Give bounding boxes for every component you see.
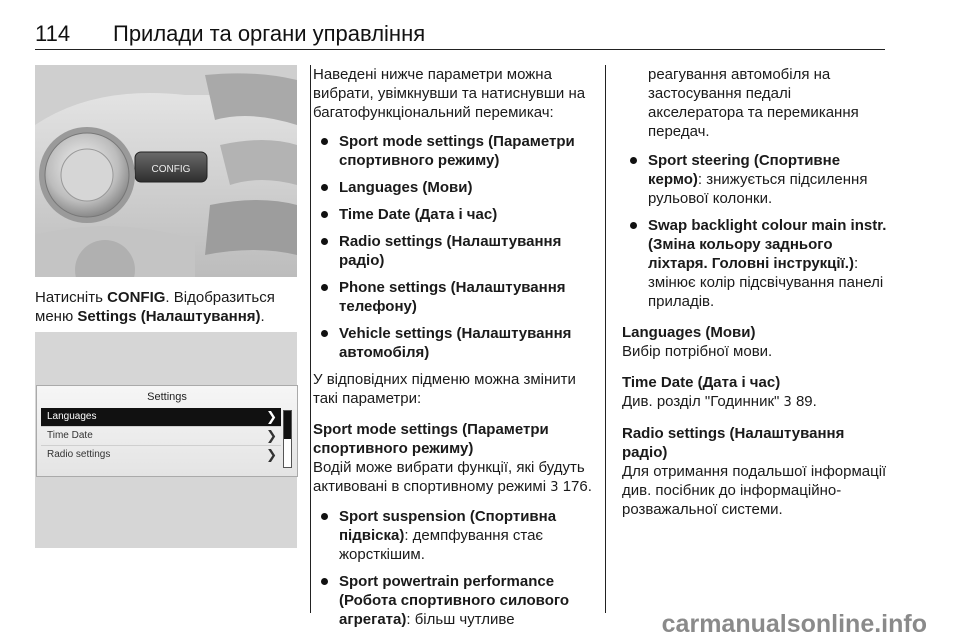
caption-text: . [260, 308, 265, 325]
bullet-icon [630, 222, 637, 229]
section-text: Вибір потрібної мови. [622, 343, 773, 360]
list-item-label: Sport mode settings (Параметри спортивного режиму) [339, 133, 575, 169]
list-item-label: Languages (Мови) [339, 179, 473, 196]
column-divider [310, 65, 311, 613]
list-item-desc: : змінює колір підсвічування панелі приладів. [648, 255, 884, 310]
bullet-icon [321, 238, 328, 245]
list-item [313, 178, 603, 197]
bullet-icon [321, 513, 328, 520]
steering-options-list [622, 151, 890, 311]
page-title: Прилади та органи управління [113, 21, 426, 46]
settings-list [313, 132, 603, 362]
cross-reference-icon: 3 [783, 395, 792, 410]
bullet-icon [321, 330, 328, 337]
list-item-title: Sport steering (Спортивне кермо) [648, 152, 841, 188]
list-item [313, 324, 603, 362]
section-heading: Sport mode settings (Параметри спортивного режиму) [313, 421, 549, 457]
list-item-title: Sport suspension (Спортивна підвіска) [339, 508, 557, 544]
settings-screen [36, 385, 298, 477]
column-2 [313, 65, 603, 637]
column-divider [605, 65, 606, 613]
list-item-desc: : більш чутливе [406, 611, 515, 628]
config-button-label: CONFIG [151, 164, 191, 175]
page-number: 114 [35, 21, 71, 46]
settings-row-time-date[interactable] [41, 427, 281, 446]
list-item [313, 278, 603, 316]
list-item-desc: : знижується підсилення рульової колонки. [648, 171, 868, 207]
sport-options-list [313, 507, 603, 629]
cross-reference-page: 176. [562, 478, 592, 495]
section-text: Для отримання подальшої інформації див. посібник до інформаційно-розважальної системи. [622, 463, 887, 518]
change-text: У відповідних підменю можна змінити такі параметри: [313, 371, 576, 407]
caption-text: . Відобразиться меню [35, 289, 275, 325]
list-item [622, 216, 890, 311]
section-text-body: Водій може вибрати функції, які будуть активовані в спортивному режимі [313, 459, 585, 495]
settings-row-radio-settings[interactable] [41, 446, 281, 464]
scrollbar-thumb[interactable] [284, 411, 291, 439]
list-item-title: Sport powertrain performance (Робота спортивного силового агрегата) [339, 573, 570, 628]
settings-screen-title: Settings [147, 391, 187, 403]
list-item-label: Vehicle settings (Налаштування автомобіля) [339, 325, 572, 361]
chevron-right-icon: ❯ [266, 409, 277, 424]
list-item [313, 205, 603, 224]
cross-reference-page: 89. [795, 393, 817, 410]
intro-text: Наведені нижче параметри можна вибрати, увімкнувши та натиснувши на багатофункціональний перемикач: [313, 66, 586, 121]
cross-reference-icon: 3 [550, 480, 559, 495]
header-divider [35, 49, 885, 50]
list-item [313, 507, 603, 564]
caption-config-label: CONFIG [107, 289, 166, 306]
section-text [313, 458, 603, 497]
section-text-body: Див. розділ "Годинник" [622, 393, 780, 410]
bullet-icon [321, 578, 328, 585]
settings-row-label: Radio settings [47, 449, 111, 460]
section-text [622, 392, 890, 412]
config-button-photo [35, 65, 297, 277]
bullet-icon [321, 284, 328, 291]
list-item-label: Time Date (Дата і час) [339, 206, 498, 223]
column-3 [622, 65, 890, 529]
list-item [313, 132, 603, 170]
settings-row-label: Languages [47, 411, 97, 422]
bullet-icon [321, 211, 328, 218]
watermark: carmanualsonline.info [661, 610, 927, 638]
caption-text: Натисніть [35, 289, 108, 306]
caption [35, 288, 300, 326]
section-heading: Radio settings (Налаштування радіо) [622, 425, 845, 461]
chevron-right-icon: ❯ [266, 428, 277, 443]
caption-menu-label: Settings (Налаштування) [77, 308, 261, 325]
bullet-icon [321, 184, 328, 191]
section-heading: Time Date (Дата і час) [622, 374, 781, 391]
dashboard-illustration [35, 65, 297, 277]
list-item-label: Phone settings (Налаштування телефону) [339, 279, 566, 315]
continued-text: реагування автомобіля на застосування педалі акселератора та перемикання передач. [648, 66, 859, 140]
page-header [35, 18, 885, 50]
list-item [313, 572, 603, 629]
list-item-title: Swap backlight colour main instr. (Зміна кольору заднього ліхтаря. Головні інструкції.) [648, 217, 887, 272]
list-item [313, 232, 603, 270]
settings-scrollbar[interactable] [283, 410, 292, 468]
list-item-desc: : демпфування стає жорсткішим. [339, 527, 544, 563]
settings-row-label: Time Date [47, 430, 93, 441]
chevron-right-icon: ❯ [266, 447, 277, 462]
list-item-label: Radio settings (Налаштування радіо) [339, 233, 562, 269]
bullet-icon [630, 157, 637, 164]
bullet-icon [321, 138, 328, 145]
list-item [622, 151, 890, 208]
section-heading: Languages (Мови) [622, 324, 756, 341]
settings-row-languages[interactable] [41, 408, 281, 427]
